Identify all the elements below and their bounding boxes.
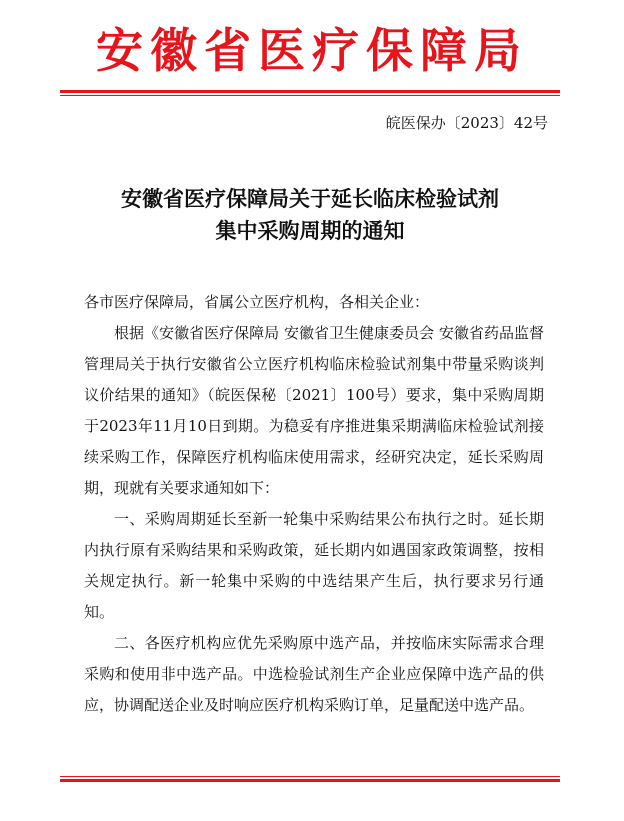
- header-red-rule-thin: [60, 95, 560, 96]
- document-body: [84, 287, 544, 721]
- org-masthead: 安徽省医疗保障局: [96, 24, 528, 79]
- footer-red-rule-thick: [60, 779, 560, 782]
- title-line-1: 安徽省医疗保障局关于延长临床检验试剂: [121, 186, 499, 211]
- document-title: [60, 183, 560, 247]
- title-line-2: 集中采购周期的通知: [215, 218, 405, 243]
- body-paragraph-2: 一、采购周期延长至新一轮集中采购结果公布执行之时。延长期内执行原有采购结果和采购政策，延长期内如遇国家政策调整，按相关规定执行。新一轮集中采购的中选结果产生后，执行要求另行通知。: [84, 510, 544, 621]
- document-number: 皖医保办〔2023〕42号: [385, 114, 548, 132]
- body-paragraph-1: 根据《安徽省医疗保障局 安徽省卫生健康委员会 安徽省药品监督管理局关于执行安徽省公立医疗机构临床检验试剂集中带量采购谈判议价结果的通知》（皖医保秘〔2021〕100号）要求，集中采购周期于2023年11月10日到期。为稳妥有序推进集采期满临床检验试剂接续采购工作，保障医疗机构临床使用需求，经研究决定，延长采购周期，现就有关要求通知如下：: [84, 324, 544, 497]
- header-red-rule-thick: [60, 90, 560, 93]
- salutation: 各市医疗保障局，省属公立医疗机构，各相关企业：: [84, 293, 430, 311]
- footer-red-rule-thin: [60, 776, 560, 777]
- body-paragraph-3: 二、各医疗机构应优先采购原中选产品，并按临床实际需求合理采购和使用非中选产品。中选检验试剂生产企业应保障中选产品的供应，协调配送企业及时响应医疗机构采购订单，足量配送中选产品。: [84, 634, 544, 714]
